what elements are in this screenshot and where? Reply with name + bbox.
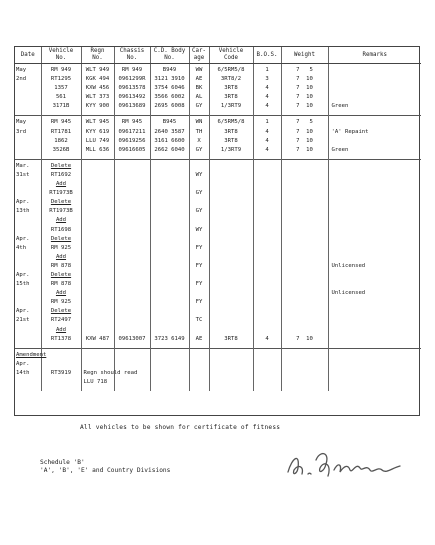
col-cd-body-no: C.D. Body No. <box>150 47 189 64</box>
vehicle-register-table <box>15 47 421 391</box>
cell-bos: 1 3 4 4 4 <box>253 64 281 116</box>
cell-date: Amendment Apr. 14th <box>16 351 47 376</box>
cell-remarks: 'A' Repaint Green <box>328 116 421 159</box>
entry-group-may-3rd <box>15 116 421 159</box>
cell-bos <box>253 348 281 391</box>
col-remarks: Remarks <box>328 47 421 64</box>
register-sheet <box>14 46 420 416</box>
cell-vehicle-no: RM 949 RT1295 1357 561 3171B <box>41 64 81 116</box>
cell-cd-body-no: 3723 6149 <box>150 159 189 348</box>
col-carage: Car- age <box>189 47 209 64</box>
cell-date: May 2nd <box>16 67 27 83</box>
cell-bos: 1 4 4 4 <box>253 116 281 159</box>
cell-weight: 7 10 <box>281 159 328 348</box>
entry-group-amendment <box>15 348 421 391</box>
cell-regn-no: Regn should read LLU 718 <box>81 348 114 391</box>
table-row <box>15 64 421 116</box>
footnote: All vehicles to be shown for certificate of fitness <box>80 424 281 431</box>
cell-carage: WN TH X GY <box>189 116 209 159</box>
cell-date: May 3rd <box>16 119 27 135</box>
col-date: Date <box>15 47 41 64</box>
cell-carage: WY GY GY WY FY FY FY FY TC AE <box>189 159 209 348</box>
col-vehicle-no: Vehicle No. <box>41 47 81 64</box>
cell-cd-body-no <box>150 348 189 391</box>
col-bos: B.O.S. <box>253 47 281 64</box>
cell-regn-no: KXW 487 <box>81 159 114 348</box>
cell-vehicle-code: 6/5RM5/8 3RT8 3RT8 1/3RT9 <box>209 116 253 159</box>
table-row <box>15 348 421 391</box>
cell-vehicle-no: RT3919 <box>41 348 81 391</box>
entry-group-may-2nd <box>15 64 421 116</box>
cell-vehicle-code: 3RT8 <box>209 159 253 348</box>
table-row <box>15 159 421 348</box>
cell-cd-body-no: B949 3121 3910 3754 6046 3566 6002 2695 6008 <box>150 64 189 116</box>
signature <box>282 440 422 486</box>
cell-date: Mar. 31st Apr. 13th Apr. 4th Apr. 15th Apr. 21st <box>16 162 30 324</box>
cell-remarks: Green <box>328 64 421 116</box>
cell-chassis-no: 09613007 <box>114 159 150 348</box>
col-regn-no: Regn No. <box>81 47 114 64</box>
col-vehicle-code: Vehicle Code <box>209 47 253 64</box>
cell-cd-body-no: B945 2640 3587 3161 6600 2662 6040 <box>150 116 189 159</box>
col-chassis-no: Chassis No. <box>114 47 150 64</box>
cell-bos: 4 <box>253 159 281 348</box>
col-weight: Weight <box>281 47 328 64</box>
cell-chassis-no: RM 945 09617211 09619256 09616605 <box>114 116 150 159</box>
cell-remarks <box>328 348 421 391</box>
cell-regn-no: WLT 949 KGK 494 KXW 456 WLT 373 KYY 900 <box>81 64 114 116</box>
cell-carage: WW AE BK AL GY <box>189 64 209 116</box>
cell-carage <box>189 348 209 391</box>
header-row <box>15 47 421 64</box>
cell-weight: 7 5 7 10 7 10 7 10 <box>281 116 328 159</box>
cell-remarks: Unlicensed Unlicensed <box>328 159 421 348</box>
cell-vehicle-code: 6/5RM5/8 3RT8/2 3RT8 3RT8 1/3RT9 <box>209 64 253 116</box>
table-row <box>15 116 421 159</box>
cell-weight <box>281 348 328 391</box>
cell-vehicle-code <box>209 348 253 391</box>
cell-vehicle-no: RM 945 RT1781 1862 3526B <box>41 116 81 159</box>
cell-weight: 7 5 7 10 7 10 7 10 7 10 <box>281 64 328 116</box>
cell-regn-no: WLT 945 KYY 619 LLU 749 MLL 636 <box>81 116 114 159</box>
cell-vehicle-no: Delete RT1692 Add RT1973B Delete RT1973B Add RT1698 Delete RM 925 Add RM 878 Delete RM 878 Add RM 925 Delete RT2497 Add RT1378 <box>41 159 81 348</box>
cell-chassis-no: RM 949 0961299R 09613578 09613492 09613689 <box>114 64 150 116</box>
entry-group-deletions-additions <box>15 159 421 348</box>
schedule-label: Schedule 'B' 'A', 'B', 'E' and Country Divisions <box>40 459 171 474</box>
